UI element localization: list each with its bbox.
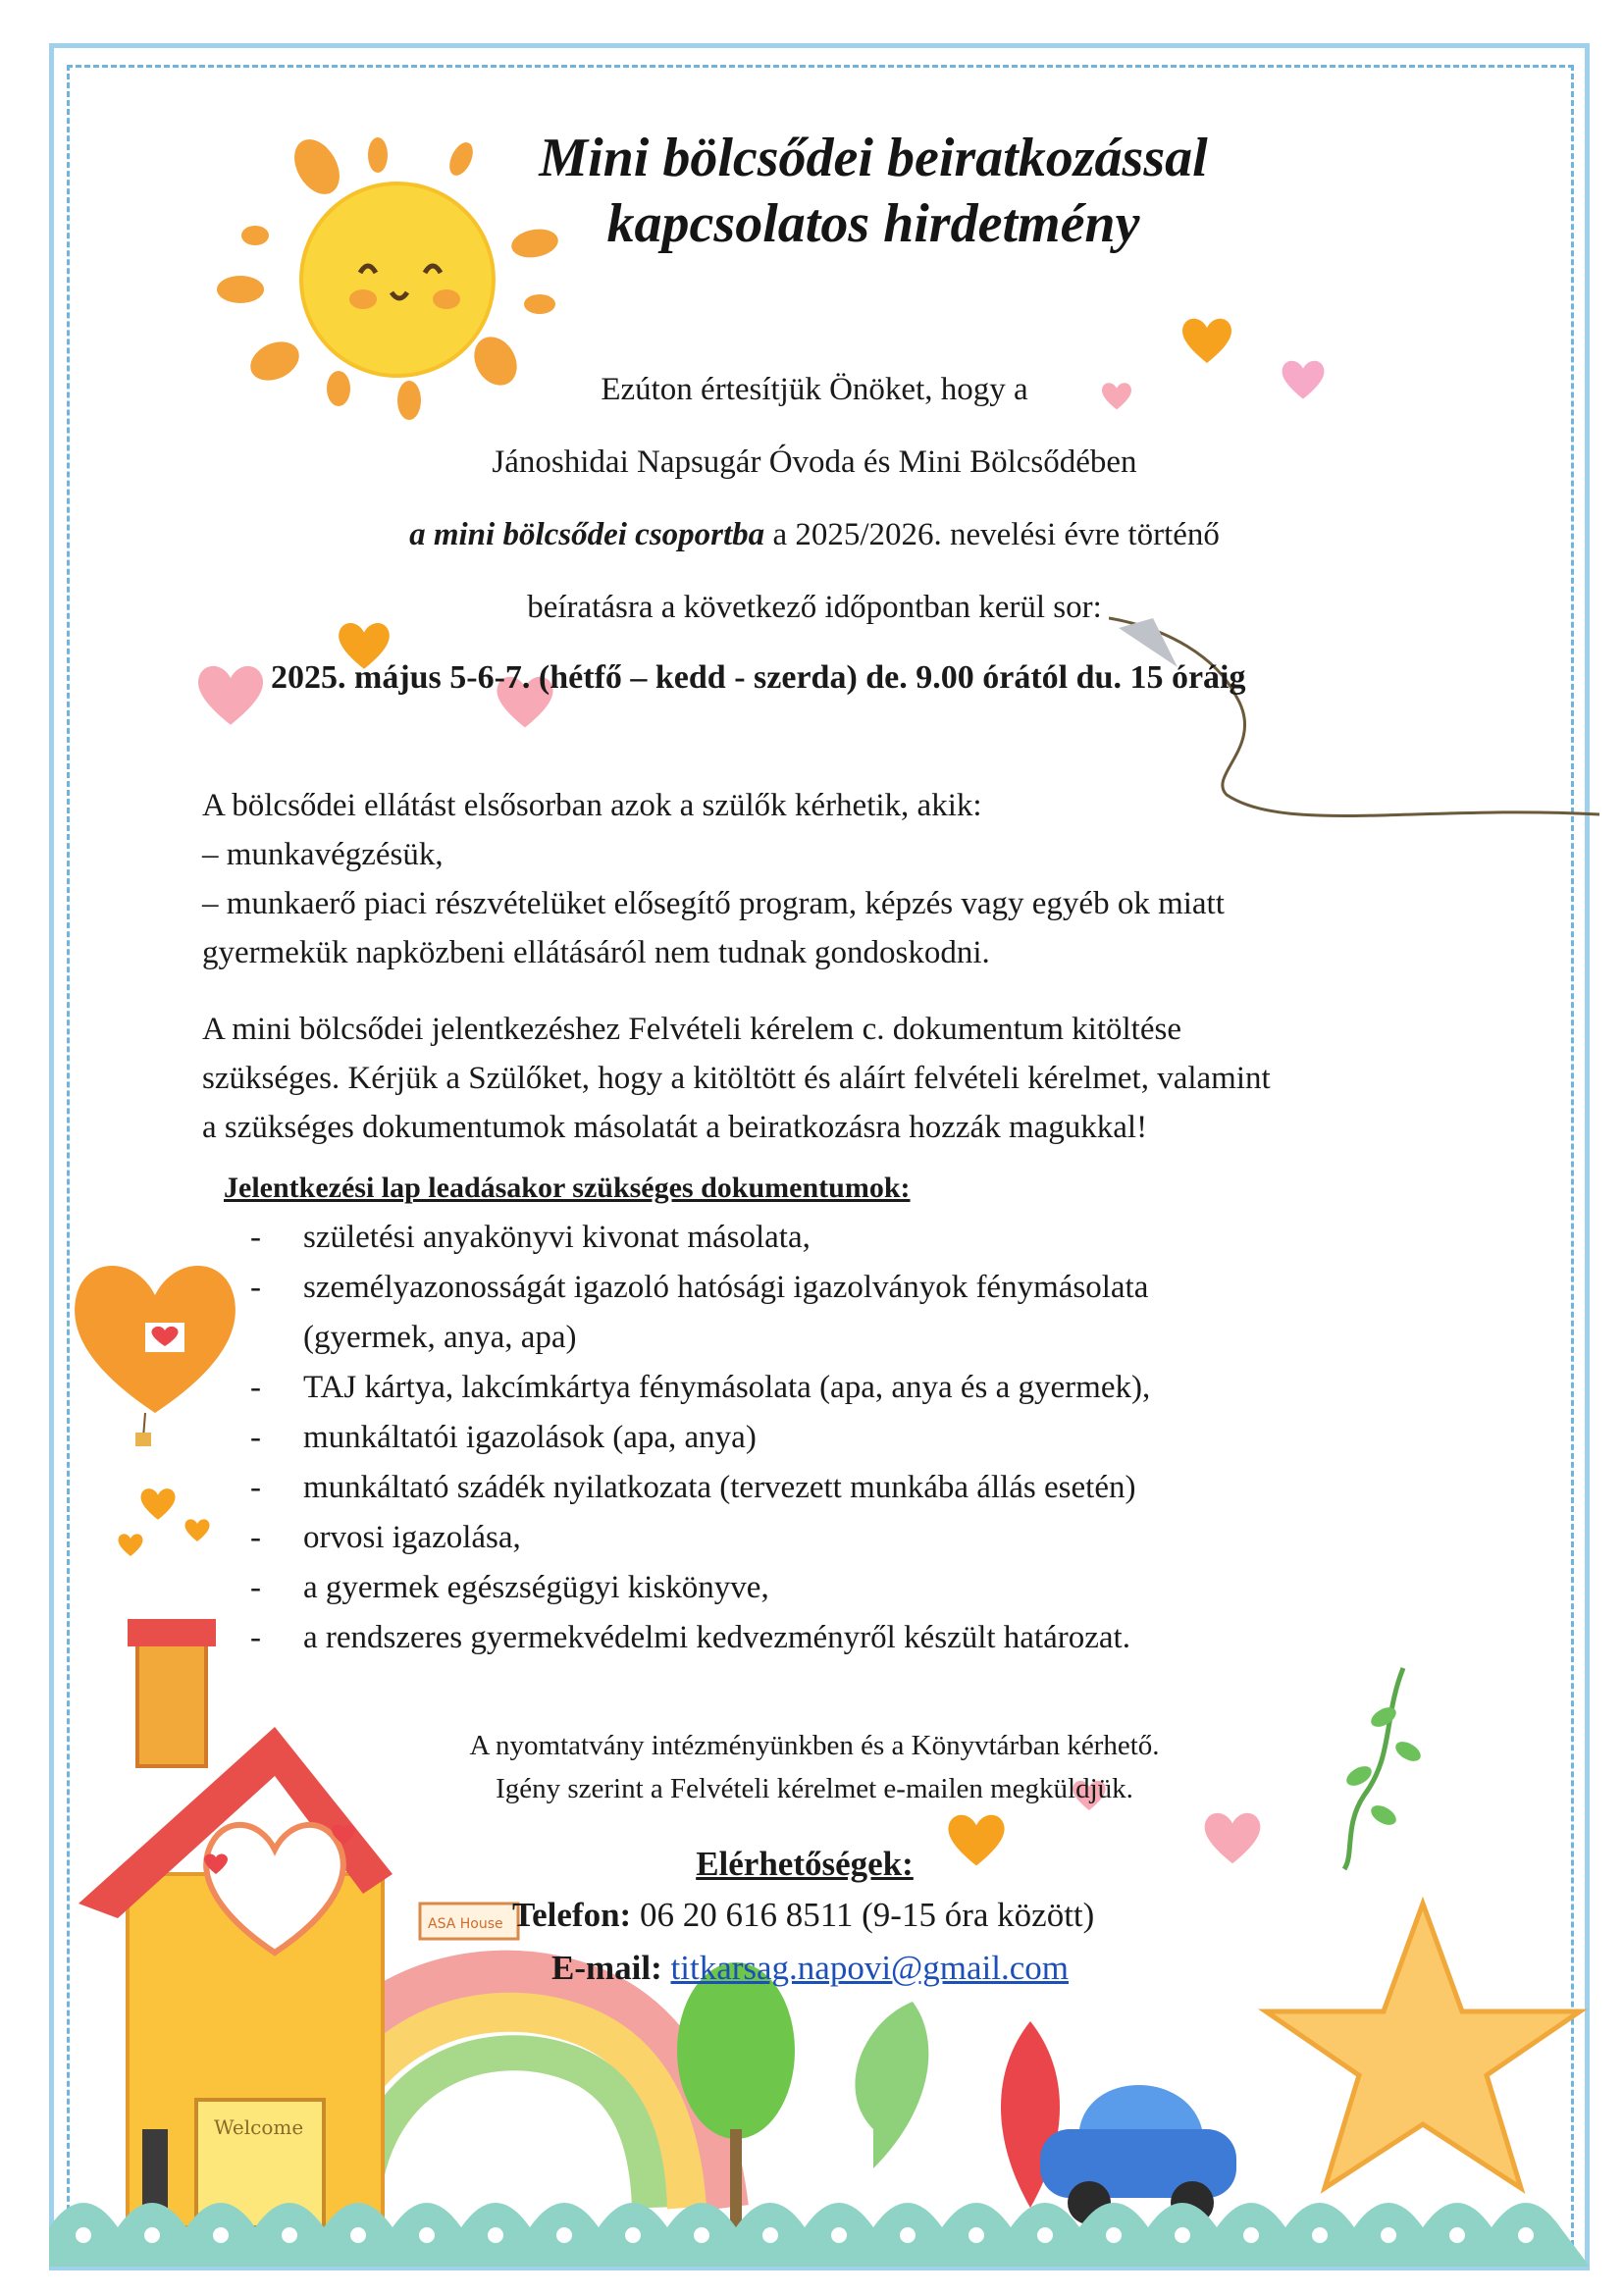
eligibility-tail: gyermekük napközbeni ellátásáról nem tudnak gondoskodni. <box>202 935 990 970</box>
intro-line-4: beíratásra a következő időpontban kerül sor: <box>527 590 1102 625</box>
title-line-1: Mini bölcsődei beiratkozással <box>539 128 1208 188</box>
sun-ray <box>368 137 388 173</box>
list-item: - munkáltatói igazolások (apa, anya) <box>250 1420 757 1455</box>
enrollment-dates: 2025. május 5-6-7. (hétfő – kedd - szerda) de. 9.00 órától du. 15 óráig <box>271 659 1246 696</box>
heart-icon <box>191 657 270 730</box>
list-item: - a rendszeres gyermekvédelmi kedvezményről készült határozat. <box>250 1620 1130 1655</box>
email-link[interactable]: titkarsag.napovi@gmail.com <box>670 1949 1069 1987</box>
heart-balloon-illustration <box>57 1236 253 1452</box>
note-line-2: Igény szerint a Felvételi kérelmet e-mailen megküldjük. <box>496 1773 1133 1804</box>
sun-ray <box>286 131 349 202</box>
eligibility-lead: A bölcsődei ellátást elsősorban azok a szülők kérhetik, akik: <box>202 788 982 823</box>
eligibility-item: – munkavégzésük, <box>202 837 444 872</box>
list-item: - személyazonosságát igazoló hatósági igazolványok fénymásolata <box>250 1270 1149 1305</box>
heart-icon <box>116 1531 145 1558</box>
intro-line-3 <box>177 516 1452 555</box>
documents-heading <box>224 1172 911 1205</box>
application-section <box>202 1005 1411 1152</box>
eligibility-section <box>202 781 1411 977</box>
application-line-1: A mini bölcsődei jelentkezéshez Felvételi kérelem c. dokumentum kitöltése <box>202 1012 1181 1047</box>
house-sign-text: ASA House <box>428 1916 503 1932</box>
sun-ray <box>241 226 269 245</box>
documents-heading-colon: : <box>900 1172 911 1204</box>
documents-heading-text: Jelentkezési lap leadásakor szükséges dokumentumok <box>224 1172 901 1204</box>
phone-label: Telefon: <box>512 1896 632 1934</box>
documents-list <box>250 1213 1449 1663</box>
email-label: E-mail: <box>551 1949 662 1987</box>
sun-ray <box>524 294 555 314</box>
intro-group-emphasis: a mini bölcsődei csoportba <box>409 517 765 552</box>
list-item: - születési anyakönyvi kivonat másolata, <box>250 1220 811 1255</box>
page-title <box>432 126 1315 257</box>
title-line-2: kapcsolatos hirdetmény <box>606 193 1140 255</box>
sun-ray <box>217 276 264 303</box>
phone-number: 06 20 616 8511 (9-15 óra között) <box>631 1896 1095 1934</box>
contacts-heading: Elérhetőségek: <box>696 1845 914 1883</box>
heart-icon <box>137 1484 179 1523</box>
door-sign-text: Welcome <box>214 2115 304 2139</box>
list-item-continuation: (gyermek, anya, apa) <box>303 1320 577 1355</box>
application-line-2: szükséges. Kérjük a Szülőket, hogy a kitöltött és aláírt felvételi kérelmet, valamint <box>202 1061 1271 1096</box>
intro-line-1: Ezúton értesítjük Önöket, hogy a <box>601 372 1028 407</box>
intro-line-2: Jánoshidai Napsugár Óvoda és Mini Bölcsődében <box>492 444 1137 480</box>
list-item: - TAJ kártya, lakcímkártya fénymásolata (apa, anya és a gyermek), <box>250 1370 1151 1405</box>
heart-icon <box>1178 312 1236 367</box>
application-line-3: a szükséges dokumentumok másolatát a beiratkozásra hozzák magukkal! <box>202 1110 1148 1145</box>
list-item: - orvosi igazolása, <box>250 1520 521 1555</box>
eligibility-item: – munkaerő piaci részvételüket elősegítő program, képzés vagy egyéb ok miatt <box>202 886 1225 921</box>
note-line-1: A nyomtatvány intézményünkben és a Könyvtárban kérhető. <box>469 1730 1160 1761</box>
intro-line-3-rest: a 2025/2026. nevelési évre történő <box>764 517 1220 552</box>
heart-icon <box>183 1516 212 1543</box>
list-item: - a gyermek egészségügyi kiskönyve, <box>250 1570 769 1605</box>
phone-line <box>512 1896 1094 1935</box>
list-item: - munkáltató szádék nyilatkozata (tervezett munkába állás esetén) <box>250 1470 1136 1505</box>
email-line <box>551 1949 1069 1988</box>
